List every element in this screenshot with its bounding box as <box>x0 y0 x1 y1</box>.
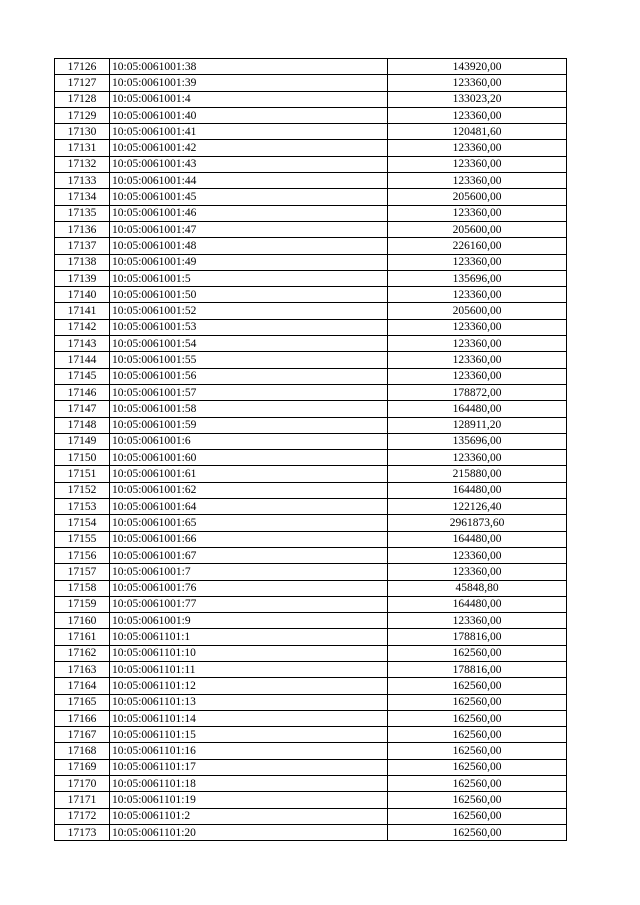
value-cell: 128911,20 <box>388 417 567 433</box>
value-cell: 162560,00 <box>388 694 567 710</box>
value-cell: 205600,00 <box>388 189 567 205</box>
row-number-cell: 17161 <box>55 629 110 645</box>
cadastral-number-cell: 10:05:0061101:15 <box>110 727 388 743</box>
row-number-cell: 17152 <box>55 482 110 498</box>
table-row <box>55 270 567 286</box>
row-number-cell: 17151 <box>55 466 110 482</box>
table-row <box>55 336 567 352</box>
cadastral-number-cell: 10:05:0061101:13 <box>110 694 388 710</box>
value-cell: 123360,00 <box>388 368 567 384</box>
value-cell: 123360,00 <box>388 75 567 91</box>
cadastral-number-cell: 10:05:0061001:43 <box>110 156 388 172</box>
table-row <box>55 678 567 694</box>
table-row <box>55 221 567 237</box>
cadastral-number-cell: 10:05:0061101:14 <box>110 710 388 726</box>
row-number-cell: 17173 <box>55 824 110 840</box>
value-cell: 162560,00 <box>388 824 567 840</box>
table-row <box>55 743 567 759</box>
table-row <box>55 531 567 547</box>
cadastral-number-cell: 10:05:0061001:59 <box>110 417 388 433</box>
cadastral-number-cell: 10:05:0061101:1 <box>110 629 388 645</box>
value-cell: 205600,00 <box>388 221 567 237</box>
value-cell: 164480,00 <box>388 401 567 417</box>
table-row <box>55 140 567 156</box>
row-number-cell: 17147 <box>55 401 110 417</box>
table-row <box>55 107 567 123</box>
row-number-cell: 17148 <box>55 417 110 433</box>
value-cell: 162560,00 <box>388 808 567 824</box>
table-row <box>55 238 567 254</box>
row-number-cell: 17168 <box>55 743 110 759</box>
value-cell: 178872,00 <box>388 384 567 400</box>
cadastral-number-cell: 10:05:0061001:57 <box>110 384 388 400</box>
row-number-cell: 17143 <box>55 336 110 352</box>
value-cell: 143920,00 <box>388 59 567 75</box>
table-row <box>55 352 567 368</box>
value-cell: 122126,40 <box>388 499 567 515</box>
cadastral-number-cell: 10:05:0061101:10 <box>110 645 388 661</box>
row-number-cell: 17163 <box>55 661 110 677</box>
value-cell: 162560,00 <box>388 678 567 694</box>
table-row <box>55 645 567 661</box>
value-cell: 2961873,60 <box>388 515 567 531</box>
table-row <box>55 727 567 743</box>
row-number-cell: 17149 <box>55 433 110 449</box>
row-number-cell: 17142 <box>55 319 110 335</box>
value-cell: 123360,00 <box>388 564 567 580</box>
row-number-cell: 17146 <box>55 384 110 400</box>
value-cell: 123360,00 <box>388 352 567 368</box>
cadastral-number-cell: 10:05:0061001:4 <box>110 91 388 107</box>
row-number-cell: 17171 <box>55 792 110 808</box>
cadastre-value-table <box>54 58 567 841</box>
row-number-cell: 17139 <box>55 270 110 286</box>
cadastral-number-cell: 10:05:0061001:65 <box>110 515 388 531</box>
row-number-cell: 17126 <box>55 59 110 75</box>
cadastral-number-cell: 10:05:0061001:5 <box>110 270 388 286</box>
table-row <box>55 808 567 824</box>
value-cell: 226160,00 <box>388 238 567 254</box>
row-number-cell: 17145 <box>55 368 110 384</box>
table-row <box>55 824 567 840</box>
value-cell: 123360,00 <box>388 156 567 172</box>
table-row <box>55 759 567 775</box>
row-number-cell: 17127 <box>55 75 110 91</box>
row-number-cell: 17172 <box>55 808 110 824</box>
table-row <box>55 91 567 107</box>
cadastral-number-cell: 10:05:0061101:19 <box>110 792 388 808</box>
table-row <box>55 384 567 400</box>
cadastral-number-cell: 10:05:0061101:18 <box>110 776 388 792</box>
cadastral-number-cell: 10:05:0061001:47 <box>110 221 388 237</box>
cadastral-number-cell: 10:05:0061101:11 <box>110 661 388 677</box>
row-number-cell: 17160 <box>55 613 110 629</box>
value-cell: 120481,60 <box>388 124 567 140</box>
value-cell: 123360,00 <box>388 450 567 466</box>
cadastral-number-cell: 10:05:0061001:58 <box>110 401 388 417</box>
row-number-cell: 17144 <box>55 352 110 368</box>
cadastral-number-cell: 10:05:0061001:39 <box>110 75 388 91</box>
table-row <box>55 254 567 270</box>
value-cell: 123360,00 <box>388 173 567 189</box>
cadastral-number-cell: 10:05:0061001:48 <box>110 238 388 254</box>
cadastral-number-cell: 10:05:0061101:12 <box>110 678 388 694</box>
value-cell: 123360,00 <box>388 254 567 270</box>
value-cell: 123360,00 <box>388 140 567 156</box>
cadastral-number-cell: 10:05:0061001:67 <box>110 547 388 563</box>
row-number-cell: 17154 <box>55 515 110 531</box>
value-cell: 164480,00 <box>388 531 567 547</box>
row-number-cell: 17135 <box>55 205 110 221</box>
cadastral-number-cell: 10:05:0061101:17 <box>110 759 388 775</box>
cadastral-number-cell: 10:05:0061001:53 <box>110 319 388 335</box>
table-row <box>55 75 567 91</box>
table-row <box>55 580 567 596</box>
cadastral-number-cell: 10:05:0061001:76 <box>110 580 388 596</box>
row-number-cell: 17131 <box>55 140 110 156</box>
value-cell: 162560,00 <box>388 759 567 775</box>
value-cell: 123360,00 <box>388 287 567 303</box>
cadastral-number-cell: 10:05:0061001:6 <box>110 433 388 449</box>
cadastral-number-cell: 10:05:0061101:20 <box>110 824 388 840</box>
value-cell: 164480,00 <box>388 482 567 498</box>
value-cell: 133023,20 <box>388 91 567 107</box>
value-cell: 162560,00 <box>388 645 567 661</box>
table-row <box>55 613 567 629</box>
value-cell: 162560,00 <box>388 710 567 726</box>
row-number-cell: 17129 <box>55 107 110 123</box>
value-cell: 135696,00 <box>388 270 567 286</box>
table-row <box>55 319 567 335</box>
value-cell: 123360,00 <box>388 107 567 123</box>
table-row <box>55 189 567 205</box>
cadastral-number-cell: 10:05:0061001:50 <box>110 287 388 303</box>
table-row <box>55 368 567 384</box>
row-number-cell: 17155 <box>55 531 110 547</box>
cadastral-number-cell: 10:05:0061001:45 <box>110 189 388 205</box>
cadastral-number-cell: 10:05:0061001:66 <box>110 531 388 547</box>
table-row <box>55 401 567 417</box>
row-number-cell: 17164 <box>55 678 110 694</box>
row-number-cell: 17158 <box>55 580 110 596</box>
cadastral-number-cell: 10:05:0061001:55 <box>110 352 388 368</box>
cadastral-number-cell: 10:05:0061001:56 <box>110 368 388 384</box>
value-cell: 123360,00 <box>388 336 567 352</box>
value-cell: 178816,00 <box>388 661 567 677</box>
value-cell: 123360,00 <box>388 205 567 221</box>
value-cell: 123360,00 <box>388 319 567 335</box>
row-number-cell: 17153 <box>55 499 110 515</box>
row-number-cell: 17128 <box>55 91 110 107</box>
cadastral-number-cell: 10:05:0061001:41 <box>110 124 388 140</box>
value-cell: 162560,00 <box>388 727 567 743</box>
row-number-cell: 17157 <box>55 564 110 580</box>
row-number-cell: 17133 <box>55 173 110 189</box>
table-body <box>55 59 567 841</box>
cadastral-number-cell: 10:05:0061101:16 <box>110 743 388 759</box>
row-number-cell: 17167 <box>55 727 110 743</box>
table-row <box>55 303 567 319</box>
row-number-cell: 17134 <box>55 189 110 205</box>
table-row <box>55 417 567 433</box>
table-row <box>55 124 567 140</box>
table-row <box>55 156 567 172</box>
row-number-cell: 17150 <box>55 450 110 466</box>
table-row <box>55 694 567 710</box>
value-cell: 162560,00 <box>388 792 567 808</box>
cadastral-number-cell: 10:05:0061001:54 <box>110 336 388 352</box>
table-row <box>55 499 567 515</box>
value-cell: 205600,00 <box>388 303 567 319</box>
cadastral-number-cell: 10:05:0061001:42 <box>110 140 388 156</box>
row-number-cell: 17165 <box>55 694 110 710</box>
table-row <box>55 205 567 221</box>
cadastral-number-cell: 10:05:0061001:7 <box>110 564 388 580</box>
table-row <box>55 450 567 466</box>
cadastral-number-cell: 10:05:0061001:38 <box>110 59 388 75</box>
table-row <box>55 564 567 580</box>
table-row <box>55 776 567 792</box>
table-row <box>55 466 567 482</box>
table-row <box>55 596 567 612</box>
row-number-cell: 17166 <box>55 710 110 726</box>
table-row <box>55 173 567 189</box>
value-cell: 162560,00 <box>388 776 567 792</box>
table-row <box>55 433 567 449</box>
table-row <box>55 287 567 303</box>
row-number-cell: 17137 <box>55 238 110 254</box>
row-number-cell: 17141 <box>55 303 110 319</box>
cadastral-number-cell: 10:05:0061101:2 <box>110 808 388 824</box>
value-cell: 123360,00 <box>388 547 567 563</box>
row-number-cell: 17140 <box>55 287 110 303</box>
table-row <box>55 792 567 808</box>
row-number-cell: 17130 <box>55 124 110 140</box>
cadastral-number-cell: 10:05:0061001:60 <box>110 450 388 466</box>
value-cell: 215880,00 <box>388 466 567 482</box>
row-number-cell: 17132 <box>55 156 110 172</box>
row-number-cell: 17156 <box>55 547 110 563</box>
table-row <box>55 547 567 563</box>
cadastral-number-cell: 10:05:0061001:40 <box>110 107 388 123</box>
value-cell: 45848,80 <box>388 580 567 596</box>
value-cell: 162560,00 <box>388 743 567 759</box>
value-cell: 164480,00 <box>388 596 567 612</box>
value-cell: 135696,00 <box>388 433 567 449</box>
cadastral-number-cell: 10:05:0061001:9 <box>110 613 388 629</box>
value-cell: 123360,00 <box>388 613 567 629</box>
row-number-cell: 17169 <box>55 759 110 775</box>
table-row <box>55 482 567 498</box>
table-row <box>55 59 567 75</box>
row-number-cell: 17170 <box>55 776 110 792</box>
table-row <box>55 710 567 726</box>
row-number-cell: 17136 <box>55 221 110 237</box>
row-number-cell: 17138 <box>55 254 110 270</box>
value-cell: 178816,00 <box>388 629 567 645</box>
cadastral-number-cell: 10:05:0061001:49 <box>110 254 388 270</box>
table-row <box>55 629 567 645</box>
cadastral-number-cell: 10:05:0061001:62 <box>110 482 388 498</box>
cadastral-number-cell: 10:05:0061001:52 <box>110 303 388 319</box>
table-row <box>55 515 567 531</box>
row-number-cell: 17159 <box>55 596 110 612</box>
cadastral-number-cell: 10:05:0061001:46 <box>110 205 388 221</box>
cadastral-number-cell: 10:05:0061001:44 <box>110 173 388 189</box>
cadastral-number-cell: 10:05:0061001:77 <box>110 596 388 612</box>
cadastral-number-cell: 10:05:0061001:61 <box>110 466 388 482</box>
cadastral-number-cell: 10:05:0061001:64 <box>110 499 388 515</box>
row-number-cell: 17162 <box>55 645 110 661</box>
table-row <box>55 661 567 677</box>
